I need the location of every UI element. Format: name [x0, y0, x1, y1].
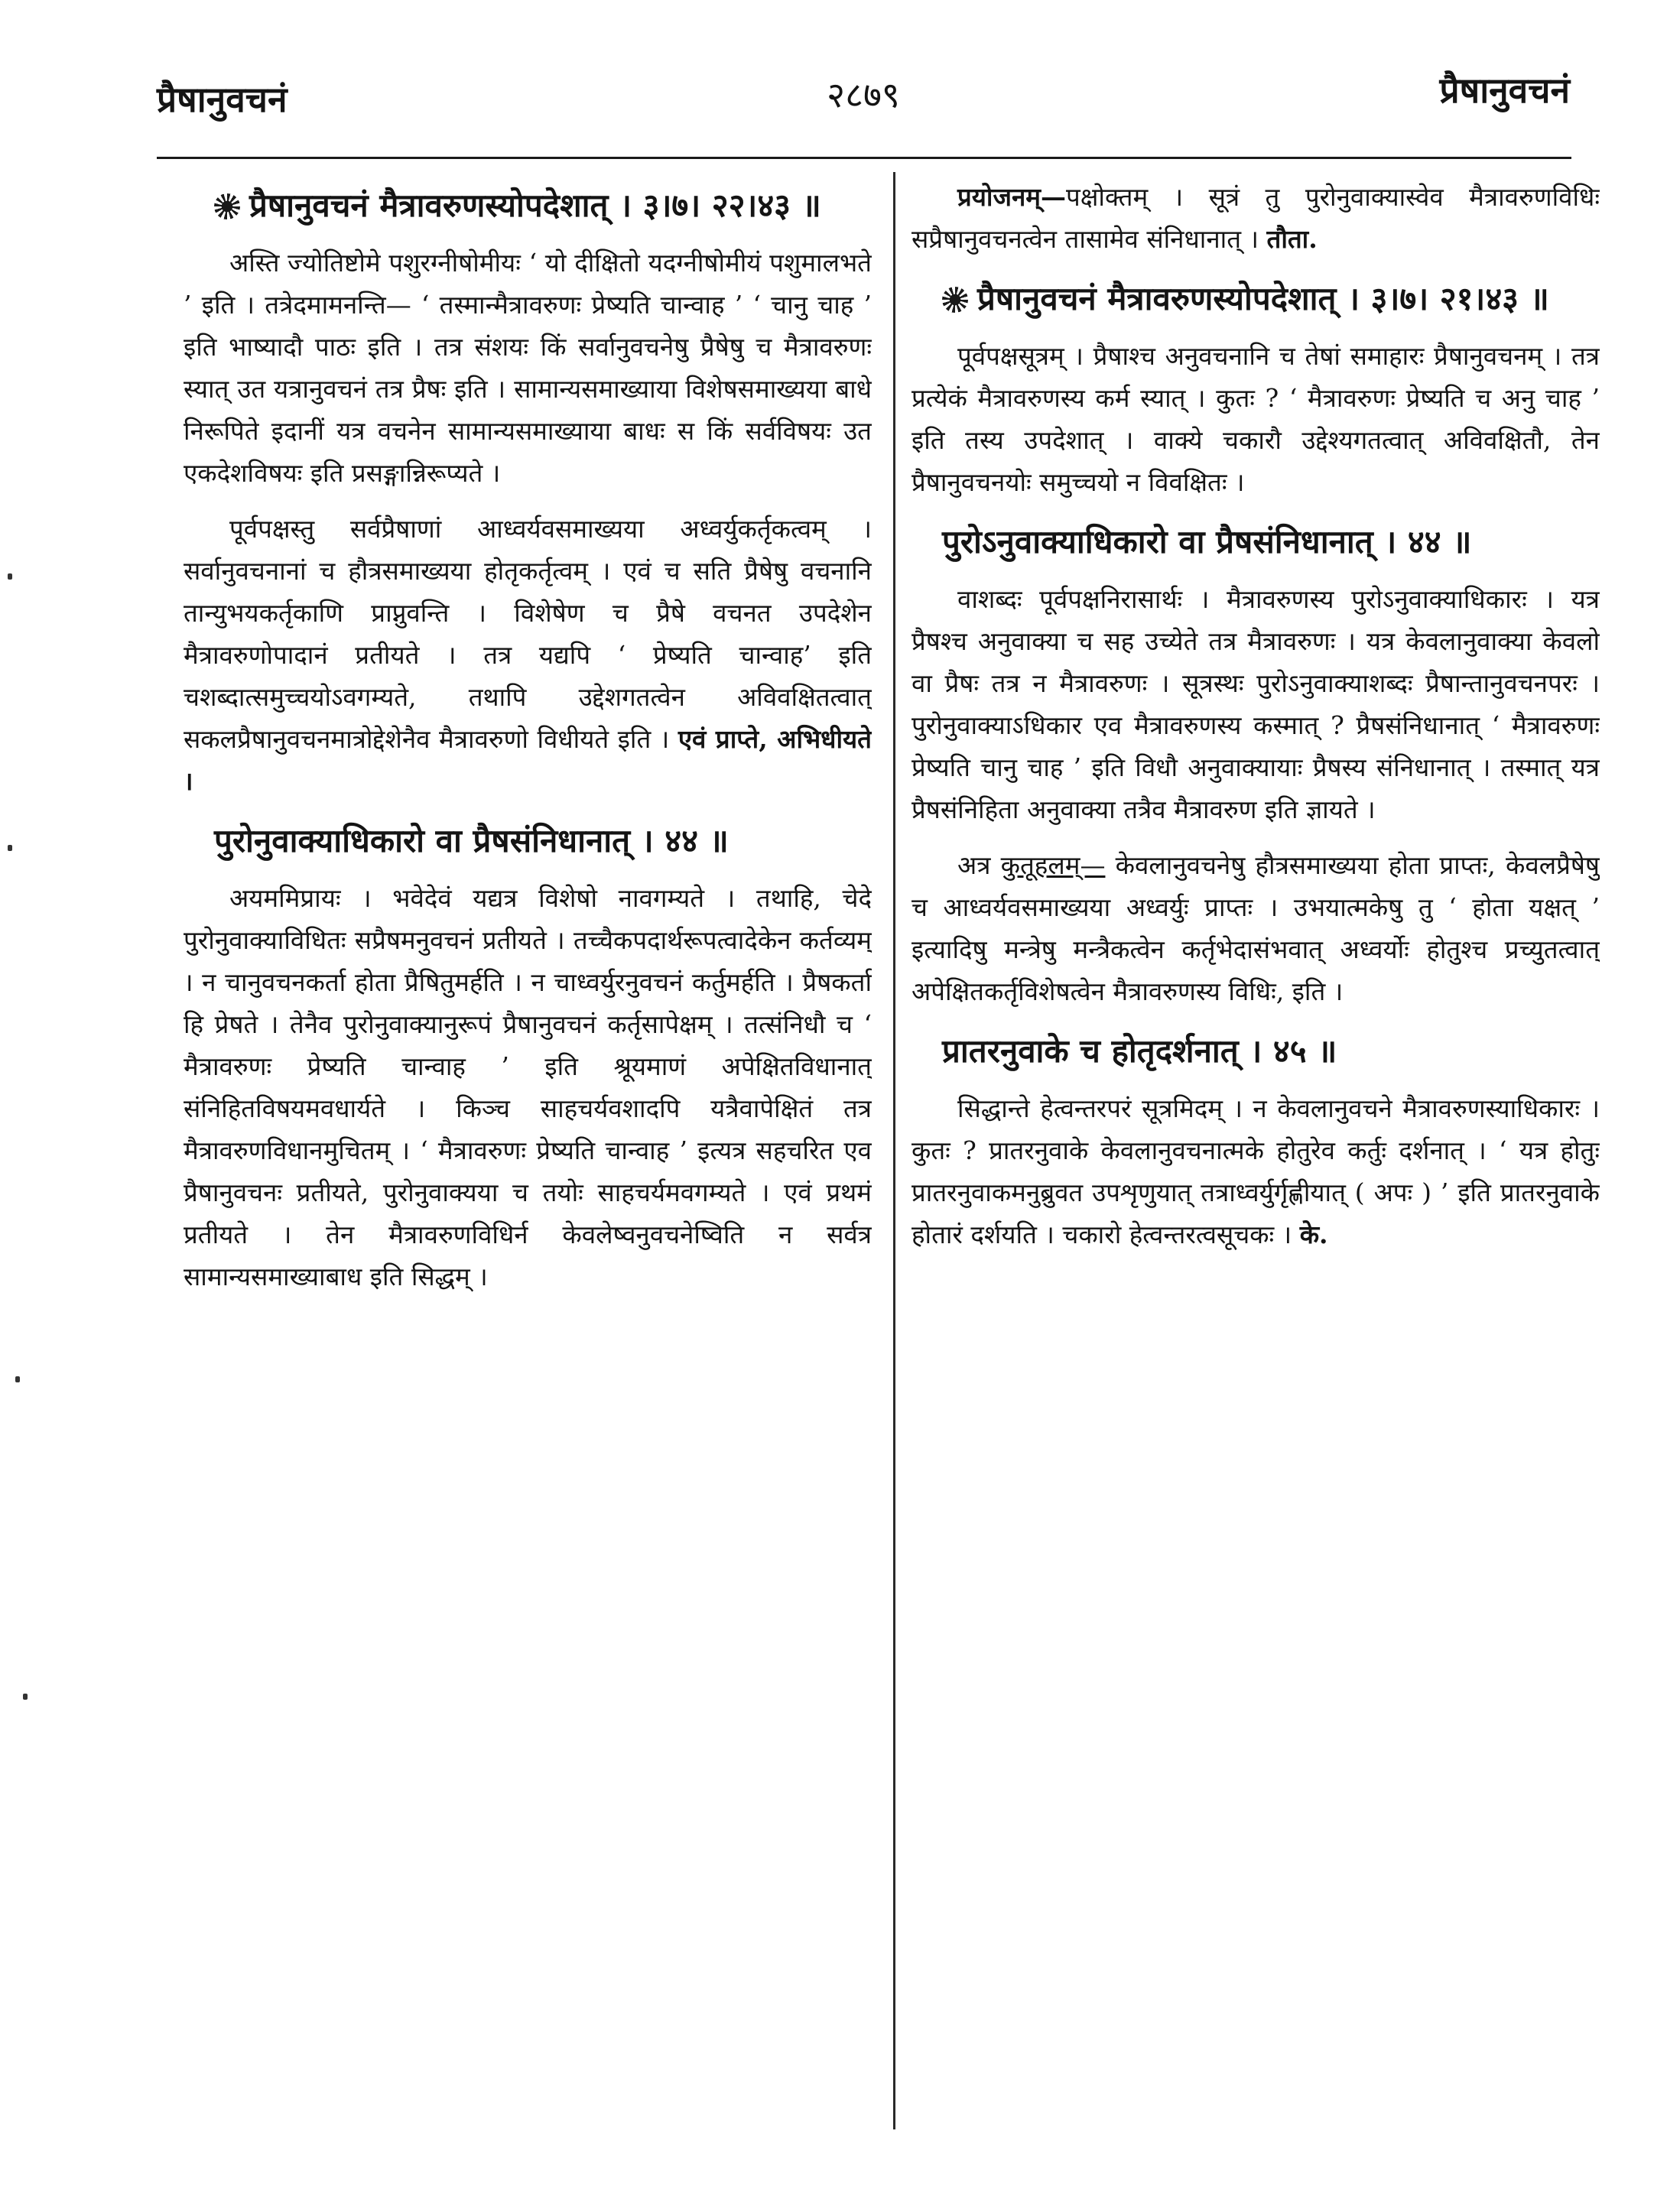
source-abbreviation: के.: [1299, 1220, 1328, 1249]
paragraph-lead: अत्र: [957, 850, 991, 880]
page-number: २८७९: [827, 74, 900, 115]
paragraph-text: पूर्वपक्षस्तु सर्वप्रैषाणां आध्वर्यवसमाख्यया अध्वर्युकर्तृकत्वम् । सर्वानुवचनानां च हौत्रसमाख्यया होतृकर्तृत्वम् । एवं च सति प्रैषेषु वचनानि तान्युभयकर्तृकाणि प्राप्नुवन्ति । विशेषेण च प्रैषे वचनत उपदेशेन मैत्रावरुणोपादानं प्रतीयते । तत्र यद्यपि ‘ प्रेष्यति चान्वाह’ इति चशब्दात्समुच्चयोऽवगम्यते, तथापि उद्देशगतत्वेन अविवक्षितत्वात् सकलप्रैषानुवचनमात्रोद्देशेनैव मैत्रावरुणो विधीयते इति ।: [184, 514, 872, 754]
column-divider: [893, 172, 895, 2129]
commentary-paragraph: वाशब्दः पूर्वपक्षनिरासार्थः । मैत्रावरुणस्य पुरोऽनुवाक्याधिकारः । यत्र प्रैषश्च अनुवाक्या च सह उच्येते तत्र मैत्रावरुणः । यत्र केवलानुवाक्या केवलो वा प्रैषः तत्र न मैत्रावरुणः । सूत्रस्थः पुरोऽनुवाक्याशब्दः प्रैषान्तानुवचनपरः । पुरोनुवाक्याऽधिकार एव मैत्रावरुणस्य कस्मात् ? प्रैषसंनिधानात् ‘ मैत्रावरुणः प्रेष्यति चानु चाह ’ इति विधौ अनुवाक्यायाः प्रैषस्य संनिधानात् । तस्मात् यत्र प्रैषसंनिहिता अनुवाक्या तत्रैव मैत्रावरुण इति ज्ञायते ।: [911, 584, 1600, 824]
commentary-paragraph: [184, 508, 872, 802]
sutra-text: प्रैषानुवचनं मैत्रावरुणस्योपदेशात् । ३।७। २२।४३ ॥: [249, 187, 821, 224]
sutra-text: प्रैषानुवचनं मैत्रावरुणस्योपदेशात् । ३।७। २१।४३ ॥: [977, 280, 1549, 317]
scan-mark: [8, 845, 12, 851]
commentary-paragraph: अस्ति ज्योतिष्टोमे पशुरग्नीषोमीयः ‘ यो दीक्षितो यदग्नीषोमीयं पशुमालभते ’ इति । तत्रेदमामनन्ति— ‘ तस्मान्मैत्रावरुणः प्रेष्यति चान्वाह ’ ‘ चानु चाह ’ इति भाष्यादौ पाठः इति । तत्र संशयः किं सर्वानुवचनेषु प्रैषेषु च मैत्रावरुणः स्यात् उत यत्रानुवचनं तत्र प्रैषः इति । सामान्यसमाख्याया विशेषसमाख्यया बाधे निरूपिते इदानीं यत्र वचनेन सामान्यसमाख्याया बाधः स किं सर्वविषयः उत एकदेशविषयः इति प्रसङ्गान्निरूप्यते ।: [184, 248, 872, 488]
scan-mark: [15, 1376, 20, 1382]
right-column: [911, 176, 1600, 2194]
sutra-heading: प्रातरनुवाके च होतृदर्शनात् । ४५ ॥: [942, 1032, 1337, 1070]
paragraph-term: कुतूहलम्—: [1000, 850, 1106, 880]
paragraph-text: सिद्धान्ते हेत्वन्तरपरं सूत्रमिदम् । न केवलानुवचने मैत्रावरुणस्याधिकारः । कुतः ? प्रातरनुवाके केवलानुवचनात्मके होतुरेव कर्तुः दर्शनात् । ‘ यत्र होतुः प्रातरनुवाकमनुब्रुवत उपशृणुयात् तत्राध्वर्युर्गृह्णीयात् ( अपः ) ’ इति प्रातरनुवाके होतारं दर्शयति । चकारो हेत्वन्तरत्वसूचकः ।: [911, 1093, 1600, 1249]
scan-mark: [8, 573, 12, 580]
sutra-heading: पुरोनुवाक्याधिकारो वा प्रैषसंनिधानात् । ४४ ॥: [214, 822, 729, 859]
source-abbreviation: तौता.: [1266, 224, 1318, 254]
sutra-bullet-icon: [214, 193, 240, 219]
sutra-bullet-icon: [942, 287, 968, 313]
paragraph-text: पक्षोक्तम् । सूत्रं तु पुरोनुवाक्यास्वेव मैत्रावरुणविधिः सप्रैषानुवचनत्वेन तासामेव संनिधानात् ।: [911, 182, 1600, 254]
commentary-paragraph: [911, 844, 1600, 1012]
commentary-paragraph: अयममिप्रायः । भवेदेवं यद्यत्र विशेषो नावगम्यते । तथाहि, चेदे पुरोनुवाक्याविधितः सप्रैषमनुवचनं प्रतीयते । तच्चैकपदार्थरूपत्वादेकेन कर्तव्यम् । न चानुवचनकर्ता होता प्रैषितुमर्हति । न चाध्वर्युरनुवचनं कर्तुमर्हति । प्रैषकर्ता हि प्रेषते । तेनैव पुरोनुवाक्यानुरूपं प्रैषानुवचनं कर्तृसापेक्षम् । तत्संनिधौ च ‘ मैत्रावरुणः प्रेष्यति चान्वाह ’ इति श्रूयमाणं अपेक्षितविधानात् संनिहितविषयमवधार्यते । किञ्च साहचर्यवशादपि यत्रैवापेक्षितं तत्र मैत्रावरुणविधानमुचितम् । ‘ मैत्रावरुणः प्रेष्यति चान्वाह ’ इत्यत्र सहचरित एव प्रैषानुवचनः प्रतीयते, पुरोनुवाक्यया च तयोः साहचर्यमवगम्यते । एवं प्रथमं प्रतीयते । तेन मैत्रावरुणविधिर्न केवलेष्वनुवचनेष्विति न सर्वत्र सामान्यसमाख्याबाध इति सिद्धम् ।: [184, 883, 872, 1291]
left-column: [184, 176, 872, 2194]
scan-mark: [23, 1694, 28, 1700]
paragraph-conclusion: एवं प्राप्ते, अभिधीयते ।: [184, 724, 872, 796]
header-right-title: प्रैषानुवचनं: [1439, 70, 1570, 111]
running-header: [157, 63, 1570, 132]
header-left-title: प्रैषानुवचनं: [157, 79, 288, 120]
commentary-paragraph: पूर्वपक्षसूत्रम् । प्रैषाश्च अनुवचनानि च तेषां समाहारः प्रैषानुवचनम् । तत्र प्रत्येकं मैत्रावरुणस्य कर्म स्यात् । कुतः ? ‘ मैत्रावरुणः प्रेष्यति च अनु चाह ’ इति तस्य उपदेशात् । वाक्ये चकारौ उद्देश्यगतत्वात् अविवक्षितौ, तेन प्रैषानुवचनयोः समुच्चयो न विवक्षितः ।: [911, 341, 1600, 497]
commentary-paragraph: [911, 176, 1600, 260]
sutra-heading: [184, 180, 872, 231]
commentary-paragraph: [911, 1087, 1600, 1255]
sutra-heading: पुरोऽनुवाक्याधिकारो वा प्रैषसंनिधानात् । ४४ ॥: [942, 523, 1472, 560]
paragraph-lead: प्रयोजनम्—: [957, 182, 1066, 212]
header-rule: [157, 157, 1571, 159]
sutra-heading: [911, 274, 1600, 324]
paragraph-text: केवलानुवचनेषु हौत्रसमाख्यया होता प्राप्तः, केवलप्रैषेषु च आध्वर्यवसमाख्यया अध्वर्युः प्राप्तः । उभयात्मकेषु तु ‘ होता यक्षत् ’ इत्यादिषु मन्त्रेषु मन्त्रैकत्वेन कर्तृभेदासंभवात् अध्वर्योः होतुश्च प्रच्युतत्वात् अपेक्षितकर्तृविशेषत्वेन मैत्रावरुणस्य विधिः, इति ।: [911, 850, 1600, 1006]
